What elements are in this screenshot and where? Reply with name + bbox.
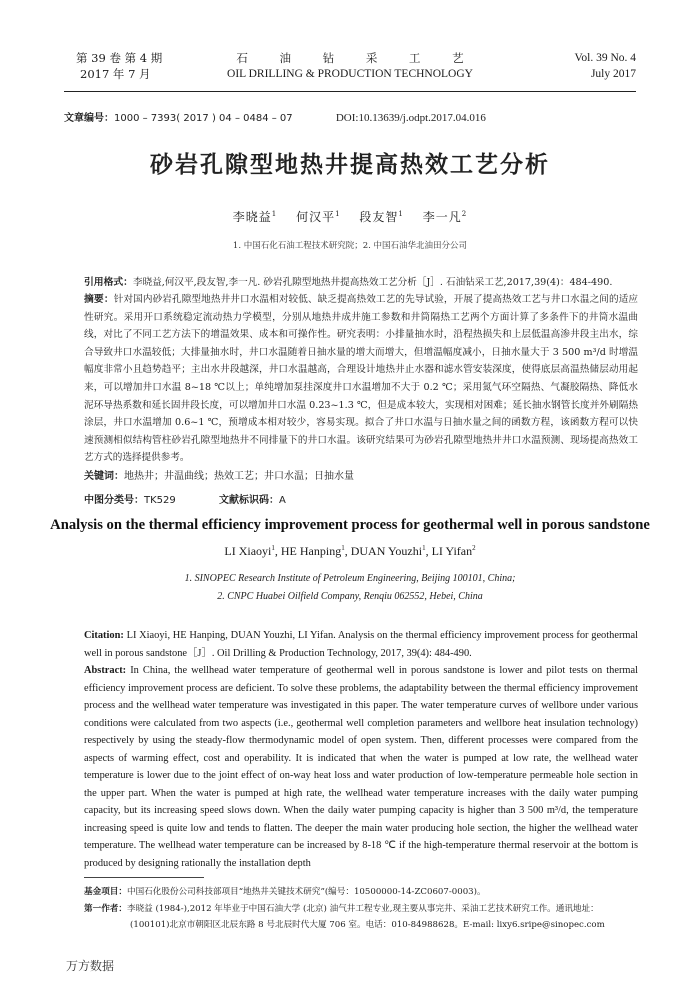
doc-code-label: 文献标识码： — [218, 495, 279, 506]
footnote-rule — [84, 877, 204, 878]
authors-cn — [0, 208, 700, 225]
journal-name-cn: 石 油 钻 采 工 艺 — [236, 51, 478, 65]
author-cn: 李晓益$^1$ — [232, 210, 278, 224]
title-en: Analysis on the thermal efficiency improvement process for geothermal well in porous sandstone — [50, 517, 650, 533]
volume-cn: 第 39 卷 第 4 期 — [76, 51, 163, 65]
first-author-address: (100101)北京市朝阳区北辰东路 8 号北辰时代大厦 706 室。电话：010-84988628。E-mail: lixy6.sripe@sinopec.com — [130, 920, 605, 930]
author-cn: 李一凡$^2$ — [422, 210, 468, 224]
fund-text: 中国石化股份公司科技部项目“地热井关键技术研究”(编号：10500000-14-ZC0607-0003)。 — [126, 887, 486, 897]
citation-en-text: LI Xiaoyi, HE Hanping, DUAN Youzhi, LI Yifan. Analysis on the thermal efficiency improvement process for geothermal well in porous sandstone［J］. Oil Drilling & Production Technology, 2017, 39(4): 484-490. — [84, 630, 638, 659]
header-volume-en — [575, 50, 636, 82]
date-cn: 2017 年 7 月 — [80, 67, 151, 81]
volume-en: Vol. 39 No. 4 — [574, 52, 636, 64]
authors-en — [0, 544, 700, 559]
author-en: LI Xiaoyi$^1$, — [224, 544, 281, 558]
abstract-en — [64, 662, 638, 872]
author-cn: 何汉平$^1$ — [296, 210, 341, 224]
footnote-fund — [84, 884, 640, 900]
author-en: DUAN Youzhi$^1$, — [350, 544, 432, 558]
first-author-text: 李晓益 (1984-),2012 年毕业于中国石油大学 (北京) 油气井工程专业,现主要从事完井、采油工艺技术研究工作。通讯地址： — [126, 904, 599, 914]
citation-cn — [64, 274, 638, 292]
abstract-cn-text: 针对国内砂岩孔隙型地热井井口水温相对较低、缺乏提高热效工艺的先导试验，开展了提高热效工艺与井口水温之间的适应性研究。采用开口系统稳定流动热力学模型，分别从地热井成井施工参数和井筒隔热工艺两个方面计算了多条件下的井筒水温曲线，对比了不同工艺方法下的增温效果、成本和可操作性。研究表明：小排量抽水时，沿程热损失和上层低温高渗井段主出水，综合导致井口水温较低；大排量抽水时，井口水温随着日抽水量的增大而增大，但增温幅度减小，日抽水量大于 3 500 m³/d 时增温幅度非常小且趋势趋平；主出水井段越深，井口水温越高，合理设计地热井止水器和滤水管安装深度，使得底层高温热储层动用起来，可以增加井口水温 8~18 ℃以上；单纯增加泵挂深度井口水温增加不大于 0.2 ℃；采用氮气环空隔热、气凝胶隔热、降低水泥环导热系数和延长固井段长度，可以增加井口水温 0.23~1.3 ℃，但是成本较大，实现相对困难；延长抽水钢管长度并外刷隔热涂层，井口水温增加 0.6~1 ℃，预增成本相对较少，容易实现。拟合了井口水温与日抽水量之间的函数方程，该函数方程可以快速预测相似结构管柱砂岩孔隙型地热井不同排量下的井口水温。该研究结果可为砂岩孔隙型地热井井口水温预测、现场提高热效工艺方式的选择提供参考。 — [84, 294, 639, 464]
citation-en-label: Citation: — [84, 630, 124, 641]
affiliation-en-2: 2. CNPC Huabei Oilfield Company, Renqiu 062552, Hebei, China — [217, 591, 483, 602]
abstract-en-text: In China, the wellhead water temperature of geothermal well in porous sandstone is lower and pilot tests on thermal efficiency improvement process are deficient. To solve these problems, the adaptability between the thermal efficiency improvement process and the wellhead water temperature was investigated in this paper. The water temperature curves of wellbore under various conditions were calculated from two aspects (i.e., geothermal well completion parameters and wellbore heat insulation technology) respectively by using the steady-flow thermodynamic model of open system. Then, different processes were compared from the aspects of warming effect, cost and operability. It is indicated that when the water is pumped at low rate, the wellhead water temperature is lower due to the joint effect of on-way heat loss and water production of low-temperature permeable hole section in the upper part. When the water is pumped at high rate, the wellhead water temperature increases with the daily water pumping capacity, but its increasing speed slows down. When the daily water pumping capacity is higher than 3 500 m³/d, the temperature increasing speed is quite low and tends to flatten. The deeper the main water producing hole section, the higher the wellhead water temperature. The wellhead water temperature can be increased by 8-18 ℃ if the high-temperature thermal reservoir at the bottom is produced by designing rationally the installation depth — [84, 665, 638, 869]
clc-value: TK529 — [144, 495, 176, 506]
keywords-cn-label: 关键词： — [84, 471, 124, 482]
keywords-cn — [84, 467, 354, 482]
header-rule — [64, 91, 636, 92]
title-cn: 砂岩孔隙型地热井提高热效工艺分析 — [150, 152, 550, 178]
journal-name-en: OIL DRILLING & PRODUCTION TECHNOLOGY — [227, 68, 473, 80]
first-author-label: 第一作者： — [84, 904, 127, 914]
citation-en — [64, 627, 638, 662]
author-cn: 段友智$^1$ — [359, 210, 404, 224]
fund-label: 基金项目： — [84, 887, 127, 897]
date-en: July 2017 — [590, 68, 636, 80]
article-id: 1000 – 7393( 2017 ) 04 – 0484 – 07 — [114, 113, 293, 124]
footnote-author — [84, 901, 640, 933]
keywords-cn-text: 地热井；井温曲线；热效工艺；井口水温；日抽水量 — [124, 471, 354, 482]
clc-label: 中图分类号： — [84, 495, 144, 506]
watermark: 万方数据 — [66, 959, 115, 973]
affiliation-cn: 1. 中国石化石油工程技术研究院；2. 中国石油华北油田分公司 — [232, 241, 468, 251]
doc-code-value: A — [278, 495, 286, 506]
citation-cn-text: 李晓益,何汉平,段友智,李一凡. 砂岩孔隙型地热井提高热效工艺分析［J］. 石油钻采工艺,2017,39(4)：484-490. — [132, 277, 613, 288]
classification-cn — [84, 491, 286, 506]
abstract-en-label: Abstract: — [84, 665, 127, 676]
article-id-label: 文章编号： — [64, 113, 114, 124]
author-en: HE Hanping$^1$, — [280, 544, 351, 558]
article-meta — [64, 109, 486, 124]
abstract-cn-label: 摘要： — [84, 294, 114, 305]
affiliation-en-1: 1. SINOPEC Research Institute of Petroleum Engineering, Beijing 100101, China; — [184, 573, 516, 584]
citation-cn-label: 引用格式： — [84, 277, 133, 288]
abstract-cn — [64, 291, 638, 467]
author-en: LI Yifan$^2$ — [431, 544, 476, 558]
doi: DOI:10.13639/j.odpt.2017.04.016 — [335, 112, 486, 124]
